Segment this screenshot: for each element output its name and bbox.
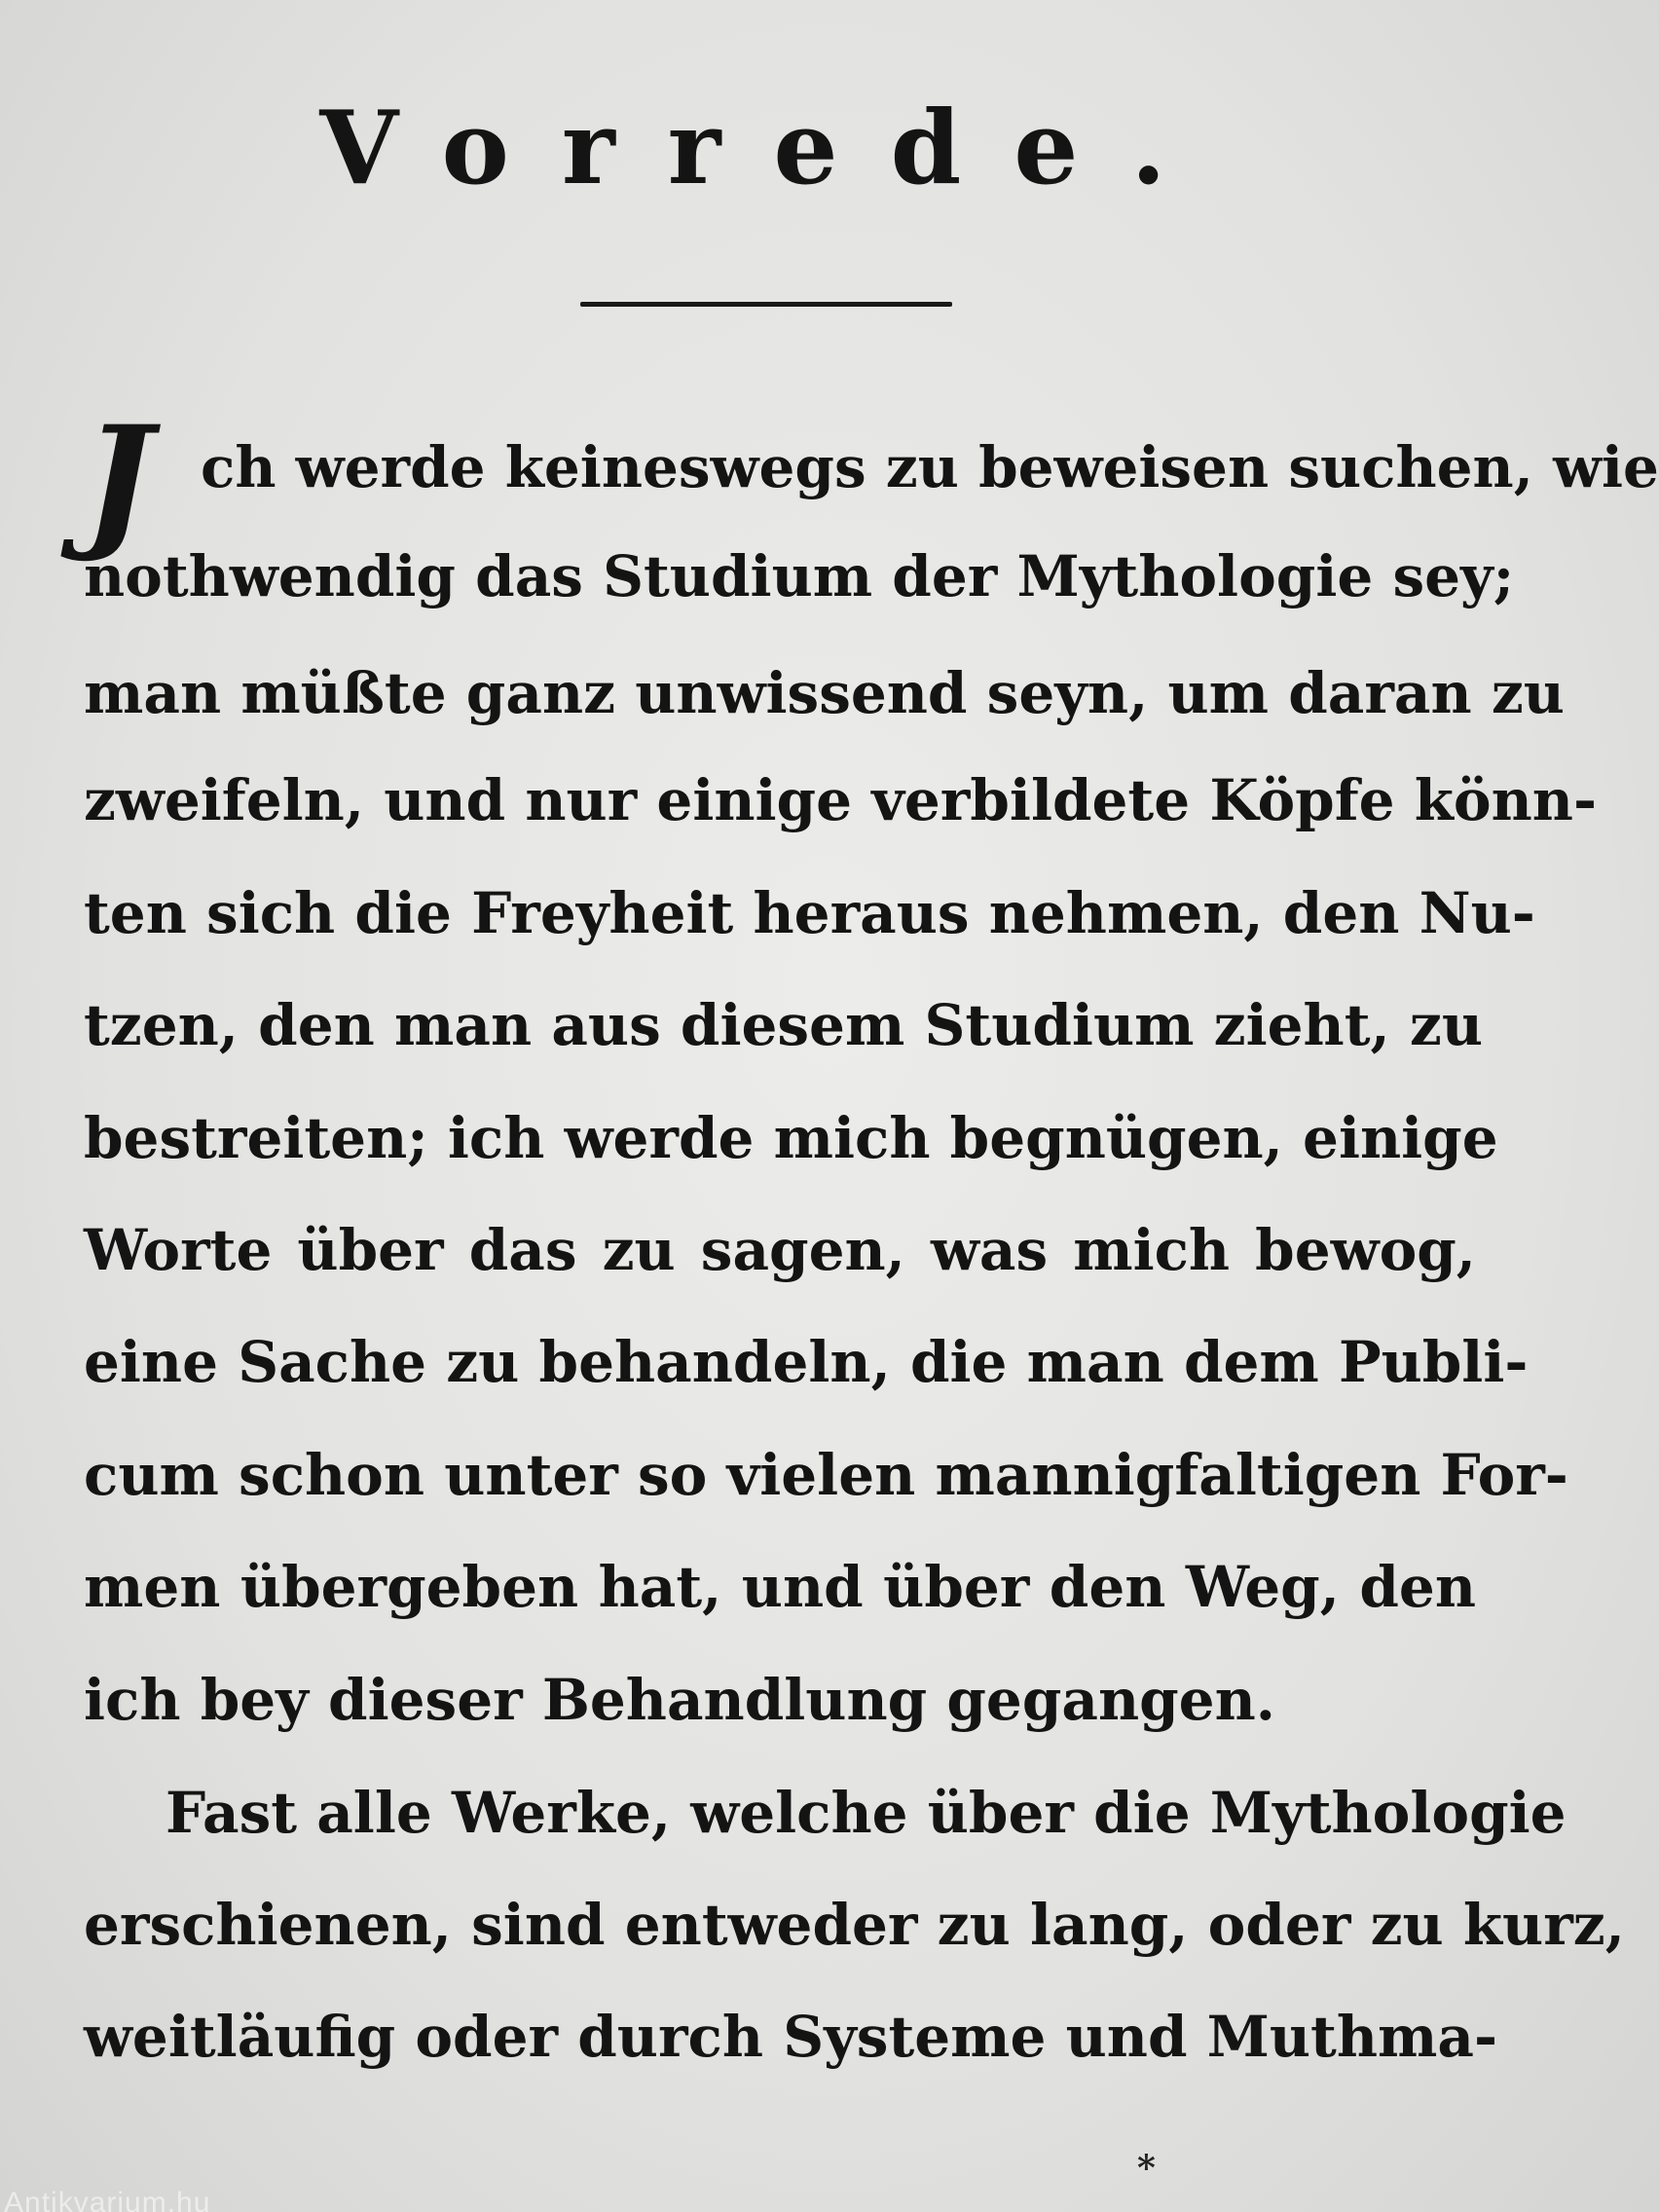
text-line: bestreiten; ich werde mich begnügen, einige (84, 1105, 1498, 1171)
text-line: erschienen, sind entweder zu lang, oder zu kurz, (84, 1892, 1625, 1958)
text-line: weitläufig oder durch Systeme und Muthma- (84, 2004, 1498, 2070)
watermark: Antikvarium.hu (4, 2187, 211, 2212)
text-line: ich bey dieser Behandlung gegangen. (84, 1667, 1275, 1733)
text-line: Fast alle Werke, welche über die Mythologie (166, 1780, 1567, 1846)
text-line: cum schon unter so vielen mannigfaltigen For- (84, 1442, 1568, 1508)
text-line: ten sich die Freyheit heraus nehmen, den Nu- (84, 880, 1535, 946)
drop-cap: J (84, 394, 153, 566)
text-line: nothwendig das Studium der Mythologie sey; (84, 543, 1515, 609)
text-line: zweifeln, und nur einige verbildete Köpfe könn- (84, 767, 1598, 833)
text-line: man müßte ganz unwissend seyn, um daran zu (84, 660, 1565, 726)
text-line: Worte über das zu sagen, was mich bewog, (84, 1217, 1476, 1283)
text-line: ch werde keineswegs zu beweisen suchen, wie (201, 434, 1659, 500)
signature-mark: * (1137, 2148, 1156, 2189)
text-line: eine Sache zu behandeln, die man dem Publi- (84, 1329, 1529, 1395)
text-line: men übergeben hat, und über den Weg, den (84, 1554, 1476, 1620)
text-line: tzen, den man aus diesem Studium zieht, zu (84, 992, 1484, 1058)
heading-rule (580, 302, 952, 307)
page-heading: Vorrede. (319, 88, 1219, 207)
